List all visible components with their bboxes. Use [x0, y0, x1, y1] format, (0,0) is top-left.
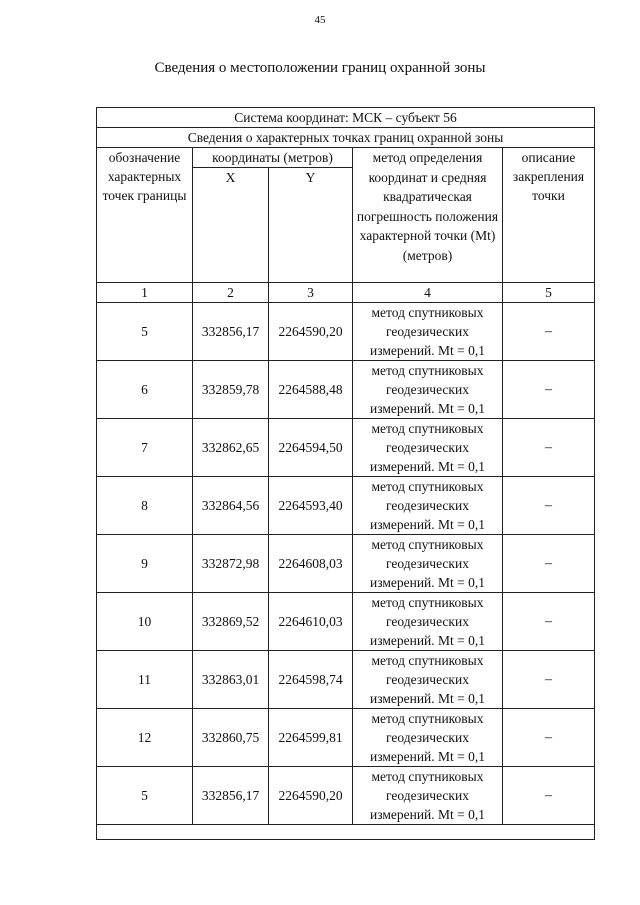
table-row [97, 477, 595, 535]
column-numbers-row [97, 283, 595, 303]
description-cell: – [503, 361, 595, 419]
designation-header: обозначение характерных точек границы [97, 148, 193, 283]
point-id: 7 [97, 419, 193, 477]
method-cell: метод спутниковых геодезических измерений. Mt = 0,1 [353, 767, 503, 825]
column-number: 4 [353, 283, 503, 303]
table-row [97, 303, 595, 361]
point-id: 8 [97, 477, 193, 535]
coordinates-header: координаты (метров) [193, 148, 353, 168]
document-title: Сведения о местоположении границ охранной зоны [154, 60, 486, 76]
x-header: X [193, 168, 269, 283]
y-coordinate: 2264608,03 [269, 535, 353, 593]
x-coordinate: 332856,17 [193, 303, 269, 361]
point-id: 6 [97, 361, 193, 419]
point-id: 10 [97, 593, 193, 651]
y-coordinate: 2264593,40 [269, 477, 353, 535]
x-coordinate: 332856,17 [193, 767, 269, 825]
table-row [97, 535, 595, 593]
system-header-row [97, 108, 595, 128]
table-row [97, 419, 595, 477]
method-cell: метод спутниковых геодезических измерений. Mt = 0,1 [353, 419, 503, 477]
point-id: 12 [97, 709, 193, 767]
method-cell: метод спутниковых геодезических измерений. Mt = 0,1 [353, 477, 503, 535]
x-coordinate: 332859,78 [193, 361, 269, 419]
point-id: 5 [97, 303, 193, 361]
column-number: 2 [193, 283, 269, 303]
description-cell: – [503, 709, 595, 767]
x-coordinate: 332872,98 [193, 535, 269, 593]
y-coordinate: 2264610,03 [269, 593, 353, 651]
description-cell: – [503, 303, 595, 361]
x-coordinate: 332864,56 [193, 477, 269, 535]
description-header: описание закрепления точки [503, 148, 595, 283]
table-row [97, 361, 595, 419]
column-number: 3 [269, 283, 353, 303]
x-coordinate: 332863,01 [193, 651, 269, 709]
point-id: 5 [97, 767, 193, 825]
table-row [97, 593, 595, 651]
coordinate-system-header: Система координат: МСК – субъект 56 [97, 108, 595, 128]
description-cell: – [503, 535, 595, 593]
method-cell: метод спутниковых геодезических измерений. Mt = 0,1 [353, 303, 503, 361]
y-coordinate: 2264598,74 [269, 651, 353, 709]
y-header: Y [269, 168, 353, 283]
method-cell: метод спутниковых геодезических измерений. Mt = 0,1 [353, 709, 503, 767]
description-cell: – [503, 419, 595, 477]
description-cell: – [503, 593, 595, 651]
point-id: 9 [97, 535, 193, 593]
method-cell: метод спутниковых геодезических измерений. Mt = 0,1 [353, 651, 503, 709]
method-cell: метод спутниковых геодезических измерений. Mt = 0,1 [353, 535, 503, 593]
point-id: 11 [97, 651, 193, 709]
method-cell: метод спутниковых геодезических измерений. Mt = 0,1 [353, 361, 503, 419]
y-coordinate: 2264590,20 [269, 767, 353, 825]
column-header-row [97, 148, 595, 168]
table-row [97, 767, 595, 825]
empty-row [97, 825, 595, 840]
x-coordinate: 332869,52 [193, 593, 269, 651]
boundary-points-table [96, 107, 595, 840]
table-row [97, 651, 595, 709]
method-header: метод определения координат и средняя квадратическая погрешность положения характерной точки (Mt) (метров) [353, 148, 503, 283]
column-number: 5 [503, 283, 595, 303]
description-cell: – [503, 767, 595, 825]
method-cell: метод спутниковых геодезических измерений. Mt = 0,1 [353, 593, 503, 651]
y-coordinate: 2264588,48 [269, 361, 353, 419]
points-info-header: Сведения о характерных точках границ охранной зоны [97, 128, 595, 148]
page-number: 45 [314, 14, 326, 26]
description-cell: – [503, 477, 595, 535]
y-coordinate: 2264594,50 [269, 419, 353, 477]
x-coordinate: 332860,75 [193, 709, 269, 767]
empty-cell [97, 825, 595, 840]
points-header-row [97, 128, 595, 148]
table-row [97, 709, 595, 767]
x-coordinate: 332862,65 [193, 419, 269, 477]
description-cell: – [503, 651, 595, 709]
y-coordinate: 2264599,81 [269, 709, 353, 767]
column-number: 1 [97, 283, 193, 303]
y-coordinate: 2264590,20 [269, 303, 353, 361]
